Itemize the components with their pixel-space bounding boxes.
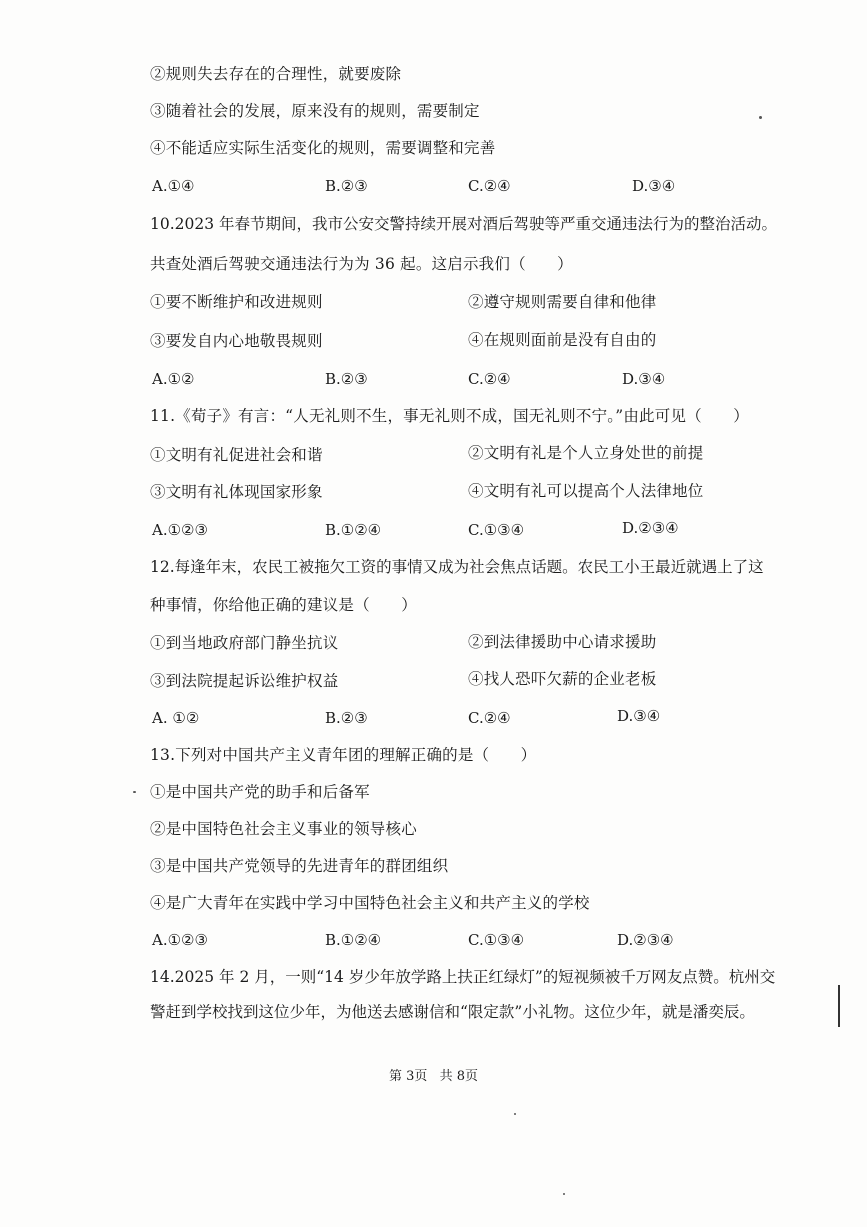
q13-option-a: A.①②③ <box>152 931 208 949</box>
q12-stem-line2: 种事情，你给他正确的建议是（ ） <box>150 596 417 614</box>
q10-stem-line2: 共查处酒后驾驶交通违法行为为 36 起。这启示我们（ ） <box>150 255 573 273</box>
q11-option-d: D.②③④ <box>622 519 679 537</box>
q13-option-b: B.①②④ <box>325 931 382 949</box>
q13-item-1: ①是中国共产党的助手和后备军 <box>150 783 370 801</box>
q11-item-3: ③文明有礼体现国家形象 <box>150 483 323 501</box>
scan-speck <box>514 1113 516 1115</box>
q9-item-3: ③随着社会的发展，原来没有的规则，需要制定 <box>150 102 480 120</box>
q13-option-c: C.①③④ <box>468 931 525 949</box>
scan-speck <box>133 791 136 793</box>
q11-item-4: ④文明有礼可以提高个人法律地位 <box>468 482 704 500</box>
page-total: 共 8页 <box>439 1069 478 1084</box>
q13-stem-line1: 13.下列对中国共产主义青年团的理解正确的是（ ） <box>150 746 537 764</box>
q10-option-a: A.①② <box>152 370 195 388</box>
q14-stem-line2: 警赶到学校找到这位少年，为他送去感谢信和“限定款”小礼物。这位少年，就是潘奕辰。 <box>150 1003 755 1021</box>
q12-item-3: ③到法院提起诉讼维护权益 <box>150 672 339 690</box>
q9-item-4: ④不能适应实际生活变化的规则，需要调整和完善 <box>150 139 496 157</box>
q9-option-b: B.②③ <box>325 177 368 195</box>
q10-stem-line1: 10.2023 年春节期间，我市公安交警持续开展对酒后驾驶等严重交通违法行为的整治活动。 <box>150 215 778 233</box>
q10-item-2: ②遵守规则需要自律和他律 <box>468 293 657 311</box>
q14-stem-line1: 14.2025 年 2 月，一则“14 岁少年放学路上扶正红绿灯”的短视频被千万网友点赞。杭州交 <box>150 968 776 986</box>
q12-item-4: ④找人恐吓欠薪的企业老板 <box>468 670 657 688</box>
scan-speck <box>563 1193 565 1195</box>
q12-item-1: ①到当地政府部门静坐抗议 <box>150 634 339 652</box>
q12-option-c: C.②④ <box>468 709 511 727</box>
q9-option-d: D.③④ <box>632 177 676 195</box>
q12-item-2: ②到法律援助中心请求援助 <box>468 633 657 651</box>
q9-option-a: A.①④ <box>152 177 195 195</box>
q10-option-b: B.②③ <box>325 370 368 388</box>
q11-option-b: B.①②④ <box>325 521 382 539</box>
q9-item-2: ②规则失去存在的合理性，就要废除 <box>150 65 402 83</box>
q11-item-2: ②文明有礼是个人立身处世的前提 <box>468 444 704 462</box>
q12-option-b: B.②③ <box>325 709 368 727</box>
q13-option-d: D.②③④ <box>617 931 674 949</box>
q11-stem-line1: 11.《荀子》有言：“人无礼则不生，事无礼则不成，国无礼则不宁。”由此可见（ ） <box>150 407 749 425</box>
q11-item-1: ①文明有礼促进社会和谐 <box>150 446 323 464</box>
q12-stem-line1: 12.每逢年末，农民工被拖欠工资的事情又成为社会焦点话题。农民工小王最近就遇上了这 <box>150 558 764 576</box>
q11-option-c: C.①③④ <box>468 521 525 539</box>
q13-item-4: ④是广大青年在实践中学习中国特色社会主义和共产主义的学校 <box>150 894 590 912</box>
page-footer <box>0 1068 867 1086</box>
q10-item-4: ④在规则面前是没有自由的 <box>468 331 657 349</box>
q11-option-a: A.①②③ <box>152 521 208 539</box>
q10-option-d: D.③④ <box>622 370 666 388</box>
page-number: 第 3页 <box>389 1069 428 1084</box>
q12-option-d: D.③④ <box>617 707 661 725</box>
scan-edge-mark <box>838 985 840 1027</box>
q9-option-c: C.②④ <box>468 177 511 195</box>
q13-item-2: ②是中国特色社会主义事业的领导核心 <box>150 820 417 838</box>
q12-option-a: A. ①② <box>152 709 200 727</box>
q10-item-1: ①要不断维护和改进规则 <box>150 293 323 311</box>
q10-item-3: ③要发自内心地敬畏规则 <box>150 332 323 350</box>
scan-speck <box>759 116 762 119</box>
q13-item-3: ③是中国共产党领导的先进青年的群团组织 <box>150 857 449 875</box>
q10-option-c: C.②④ <box>468 370 511 388</box>
